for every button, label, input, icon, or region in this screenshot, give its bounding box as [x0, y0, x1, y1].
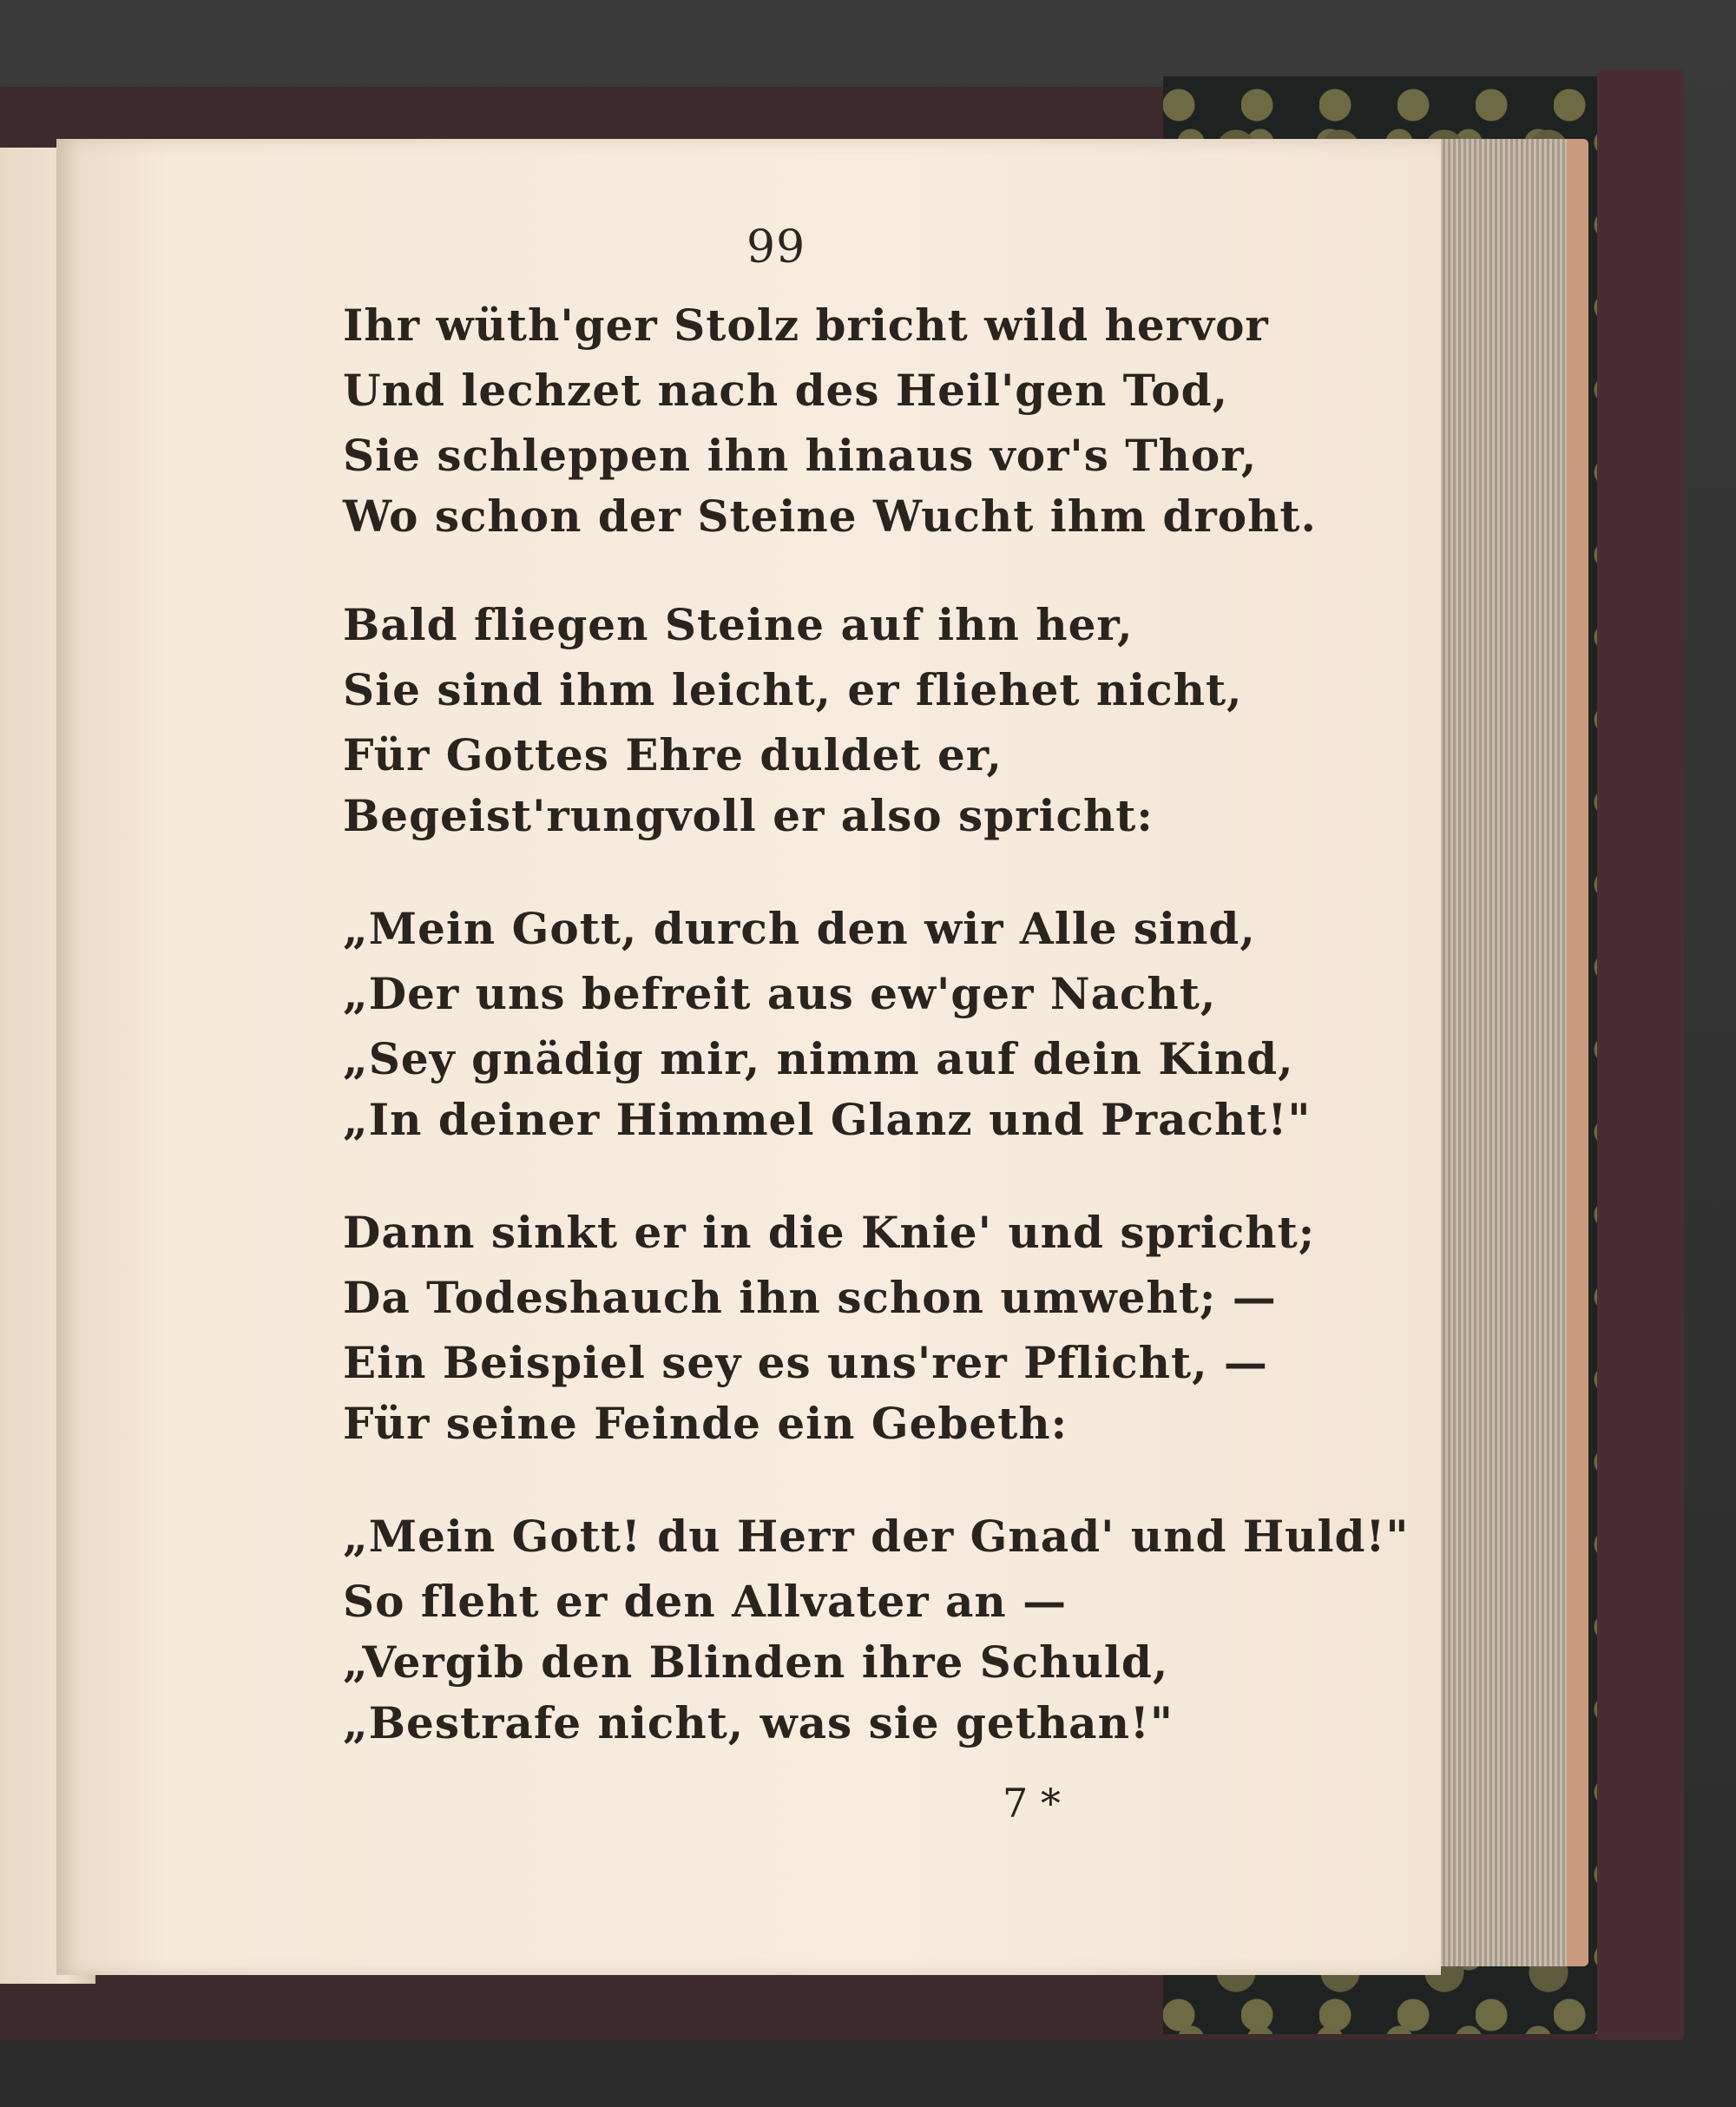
verse-line: Sie sind ihm leicht, er fliehet nicht, [343, 664, 1243, 715]
verse-line: „Mein Gott! du Herr der Gnad' und Huld!" [343, 1511, 1410, 1562]
verse-line: So fleht er den Allvater an — [343, 1576, 1068, 1627]
verse-line: Wo schon der Steine Wucht ihm droht. [343, 491, 1317, 542]
leather-corner-edge [1597, 69, 1684, 2040]
signature-mark: 7 * [1003, 1780, 1061, 1827]
page-edge-cut [1567, 139, 1588, 1966]
page-number: 99 [746, 221, 806, 273]
verse-line: Sie schleppen ihn hinaus vor's Thor, [343, 430, 1258, 481]
verse-line: Begeist'rungvoll er also spricht: [343, 790, 1154, 841]
verse-line: Da Todeshauch ihn schon umweht; — [343, 1272, 1277, 1323]
verse-line: „Der uns befreit aus ew'ger Nacht, [343, 968, 1217, 1019]
verse-line: „Sey gnädig mir, nimm auf dein Kind, [343, 1033, 1294, 1084]
verse-line: Dann sinkt er in die Knie' und spricht; [343, 1207, 1316, 1258]
verse-line: Für Gottes Ehre duldet er, [343, 729, 1003, 780]
verse-line: „Vergib den Blinden ihre Schuld, [343, 1636, 1169, 1688]
verse-line: „Mein Gott, durch den wir Alle sind, [343, 903, 1256, 954]
verse-line: Ein Beispiel sey es uns'rer Pflicht, — [343, 1337, 1268, 1388]
verse-line: Ihr wüth'ger Stolz bricht wild hervor [343, 300, 1269, 351]
verse-line: Bald fliegen Steine auf ihn her, [343, 599, 1134, 650]
verse-line: Und lechzet nach des Heil'gen Tod, [343, 365, 1228, 416]
verse-line: Für seine Feinde ein Gebeth: [343, 1398, 1069, 1449]
verse-line: „In deiner Himmel Glanz und Pracht!" [343, 1094, 1312, 1145]
page-block-edges [1432, 139, 1588, 1966]
verse-line: „Bestrafe nicht, was sie gethan!" [343, 1697, 1174, 1748]
